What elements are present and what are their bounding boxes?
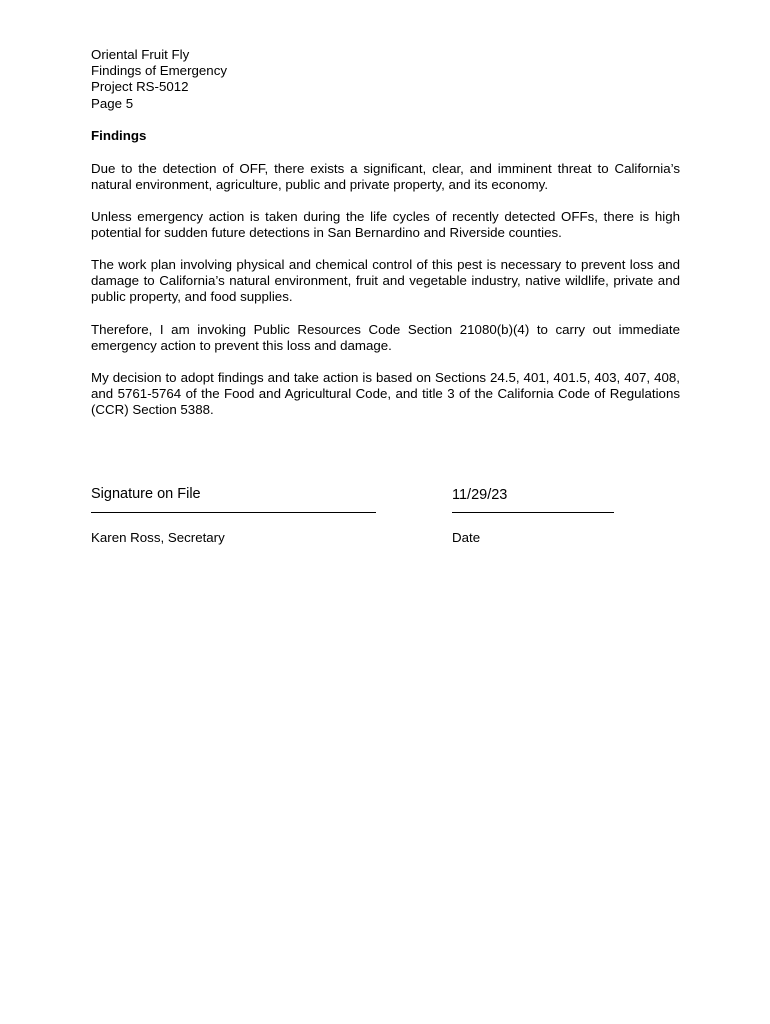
signer-name: Karen Ross, Secretary [91,530,225,545]
document-header [91,47,227,112]
paragraph: My decision to adopt findings and take action is based on Sections 24.5, 401, 401.5, 403, 407, 408, and 5761-5764 of the Food and Agricultural Code, and title 3 of the California Code of Regulations (CCR) Section 5388. [91,370,680,418]
paragraph: Unless emergency action is taken during the life cycles of recently detected OFFs, there is high potential for sudden future detections in San Bernardino and Riverside counties. [91,209,680,241]
signature-text: Signature on File [91,486,201,502]
header-document-type: Findings of Emergency [91,63,227,79]
date-label: Date [452,530,481,545]
paragraph: Therefore, I am invoking Public Resources Code Section 21080(b)(4) to carry out immediate emergency action to prevent this loss and damage. [91,322,680,354]
section-title: Findings [91,128,147,143]
signature-line [91,512,376,513]
header-page-number: Page 5 [91,95,134,111]
date-line [452,512,614,513]
header-project-number: Project RS-5012 [91,79,189,95]
paragraph: Due to the detection of OFF, there exists a significant, clear, and imminent threat to California’s natural environment, agriculture, public and private property, and its economy. [91,161,680,193]
header-subject: Oriental Fruit Fly [91,47,190,62]
signature-date: 11/29/23 [452,487,508,503]
paragraph: The work plan involving physical and chemical control of this pest is necessary to prevent loss and damage to California’s natural environment, fruit and vegetable industry, native wildlife, private and public property, and food supplies. [91,257,680,305]
